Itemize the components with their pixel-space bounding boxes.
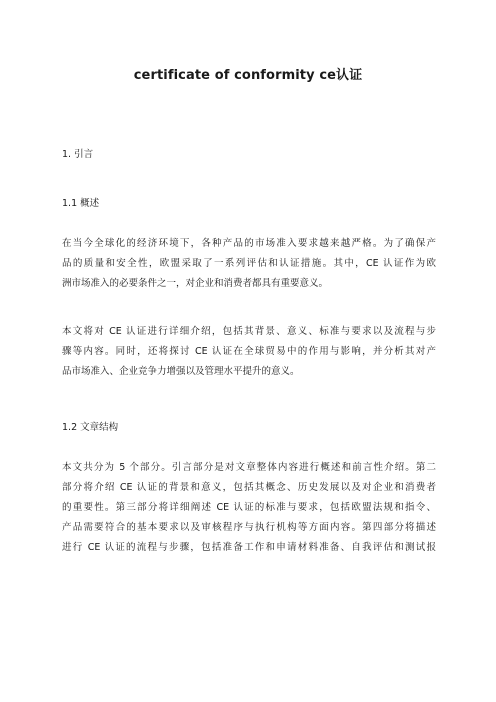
paragraph-line: 进行 CE 认证的流程与步骤，包括准备工作和申请材料准备、自我评估和测试报 xyxy=(62,542,436,553)
paragraph-line: 骤等内容。同时，还将探讨 CE 认证在全球贸易中的作用与影响，并分析其对产 xyxy=(62,346,436,357)
paragraph-line: 洲市场准入的必要条件之一，对企业和消费者都具有重要意义。 xyxy=(62,278,329,289)
paragraph-line: 部分将介绍 CE 认证的背景和意义，包括其概念、历史发展以及对企业和消费者 xyxy=(62,482,436,493)
paragraph-line: 本文将对 CE 认证进行详细介绍，包括其背景、意义、标准与要求以及流程与步 xyxy=(62,326,436,337)
paragraph-structure xyxy=(62,458,436,558)
paragraph-line: 本文共分为 5 个部分。引言部分是对文章整体内容进行概述和前言性介绍。第二 xyxy=(62,462,436,473)
paragraph-overview-2 xyxy=(62,322,436,382)
paragraph-line: 的重要性。第三部分将详细阐述 CE 认证的标准与要求，包括欧盟法规和指令、 xyxy=(62,502,436,513)
paragraph-line: 在当今全球化的经济环境下，各种产品的市场准入要求越来越严格。为了确保产 xyxy=(62,238,436,249)
section-heading-structure: 1.2 文章结构 xyxy=(62,422,119,433)
section-heading-introduction: 1. 引言 xyxy=(62,149,94,160)
document-title: certificate of conformity ce认证 xyxy=(133,68,363,83)
paragraph-line: 产品需要符合的基本要求以及审核程序与执行机构等方面内容。第四部分将描述 xyxy=(62,522,436,533)
section-heading-overview: 1.1 概述 xyxy=(62,198,100,209)
paragraph-line: 品市场准入、企业竞争力增强以及管理水平提升的意义。 xyxy=(62,366,300,377)
paragraph-line: 品的质量和安全性，欧盟采取了一系列评估和认证措施。其中，CE 认证作为欧 xyxy=(62,258,436,269)
paragraph-overview-1 xyxy=(62,234,436,294)
